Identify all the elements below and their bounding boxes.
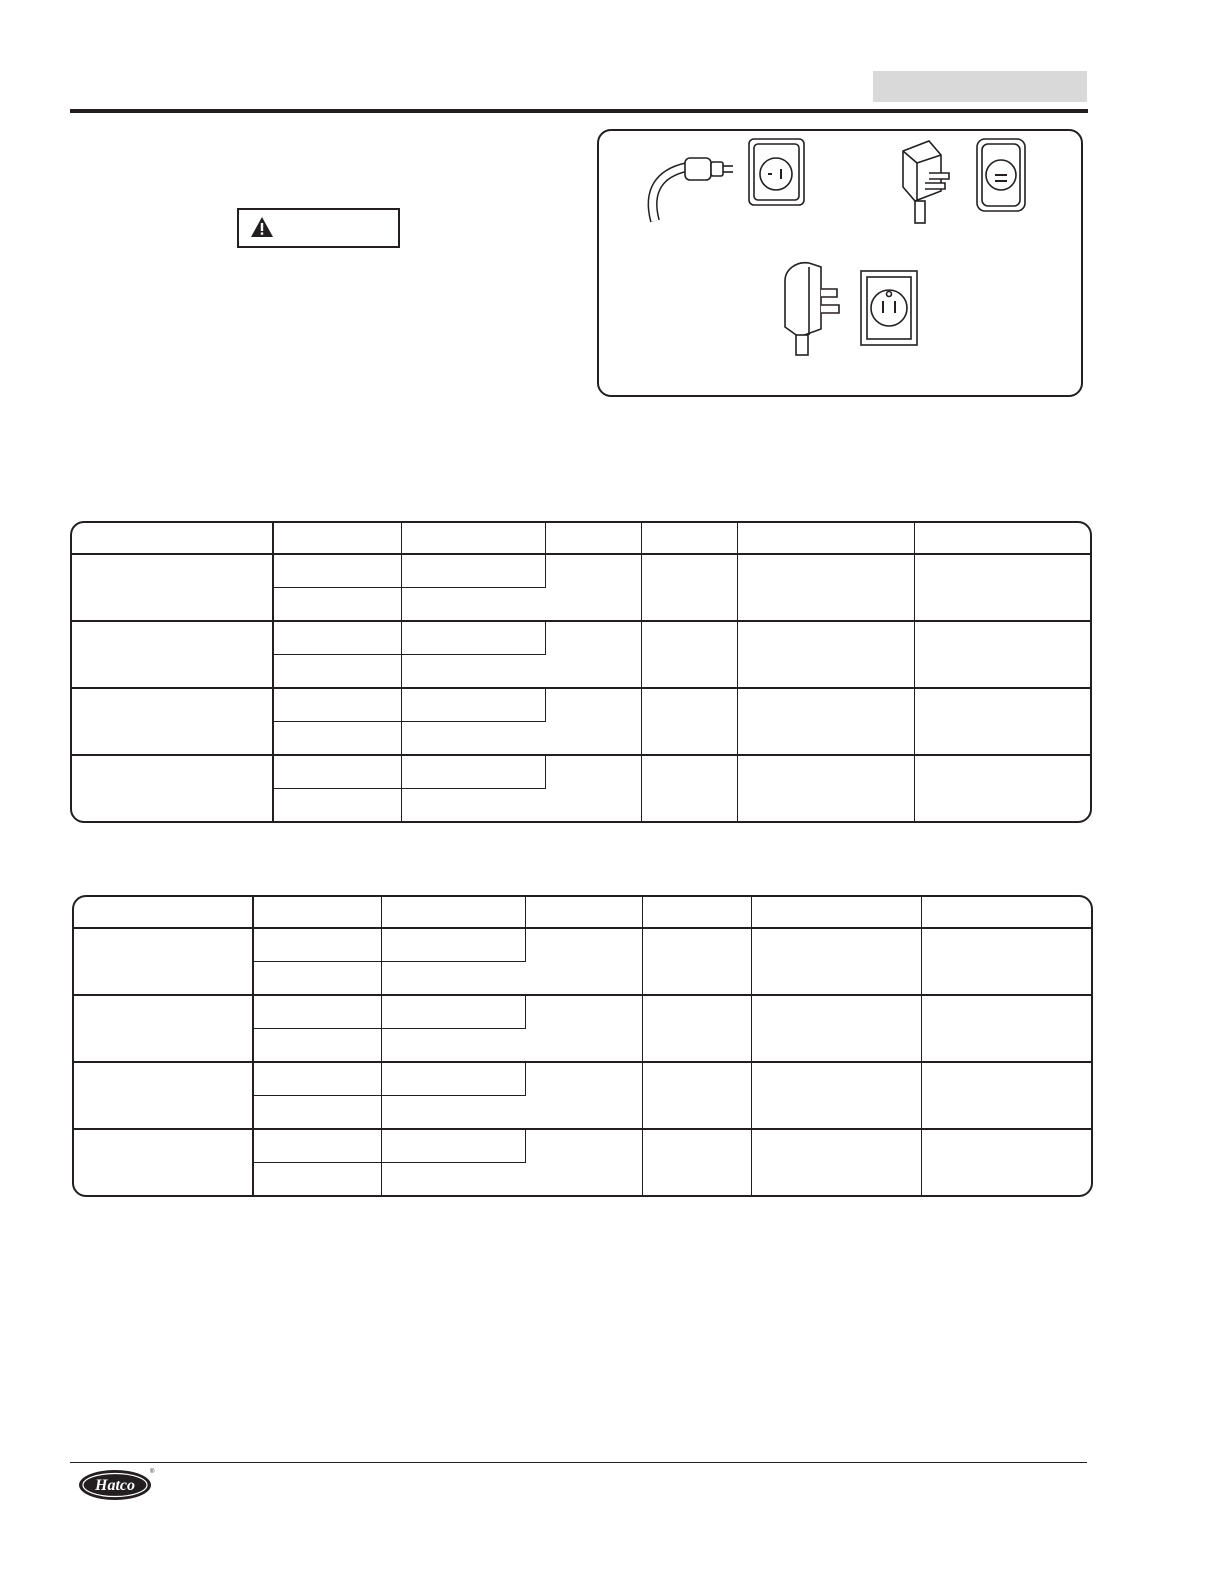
angled-plug-icon [785,263,839,355]
table-cell [402,722,546,756]
table-cell [274,722,402,756]
table-cell [922,1130,1091,1195]
table-cell [752,1063,922,1130]
table-cell [915,555,1090,622]
table-cell [642,689,738,756]
table-cell [274,689,402,722]
warning-triangle-icon [250,216,274,238]
table-cell [526,1130,643,1195]
table-cell [382,1063,526,1096]
logo-text: Hatco [95,1477,135,1494]
model-cell [72,555,274,622]
table-header-row [72,523,1090,555]
table-cell [274,555,402,588]
table-cell [643,929,752,996]
table-cell [382,1163,526,1195]
hatco-logo [78,1466,156,1507]
table-header-row [74,897,1091,929]
round-outlet-icon [749,139,804,205]
table-cell [526,996,643,1063]
table-cell [382,1029,526,1063]
table-cell [915,756,1090,821]
round-outlet-icon [977,139,1025,211]
model-cell [74,996,254,1063]
table-cell [254,1063,382,1096]
table-cell [752,996,922,1063]
nema-outlet-icon [861,271,917,345]
table-header-cell [402,523,546,555]
table-row [74,1130,1091,1163]
table-cell [546,756,642,821]
table-cell [254,929,382,962]
table-cell [752,929,922,996]
table-cell [642,756,738,821]
table-header-cell [915,523,1090,555]
table-cell [922,996,1091,1063]
table-header-cell [738,523,915,555]
table-cell [546,689,642,756]
table-cell [382,996,526,1029]
table-row [74,929,1091,962]
cord-plug-icon [653,158,733,221]
model-cell [74,1130,254,1195]
model-cell [72,756,274,821]
table-cell [643,996,752,1063]
model-cell [74,1063,254,1130]
table-cell [382,962,526,996]
table-cell [915,689,1090,756]
table-cell [546,555,642,622]
specification-table-1 [70,521,1092,823]
table-cell [254,1096,382,1130]
table-cell [274,756,402,789]
table-cell [402,789,546,821]
table-cell [642,622,738,689]
table-cell [382,929,526,962]
table-cell [526,1063,643,1130]
table-header-cell [382,897,526,929]
table-cell [402,588,546,622]
table-row [74,996,1091,1029]
plug-configuration-figure [597,129,1083,397]
right-angle-plug-icon [903,141,949,223]
table-cell [738,689,915,756]
table-cell [254,996,382,1029]
table-cell [738,756,915,821]
header-rule [70,109,1088,113]
table-row [72,689,1090,722]
table-cell [274,655,402,689]
section-tab [873,71,1087,102]
table-header-cell [642,523,738,555]
model-cell [72,622,274,689]
table-header-cell [254,897,382,929]
table-cell [738,622,915,689]
table-row [74,1063,1091,1096]
table-cell [643,1130,752,1195]
table-row [72,622,1090,655]
table-header-cell [752,897,922,929]
table-cell [915,622,1090,689]
table-row [72,756,1090,789]
table-cell [402,689,546,722]
table-cell [254,962,382,996]
table-cell [643,1063,752,1130]
warning-label [237,208,400,248]
table-cell [402,622,546,655]
table-cell [922,929,1091,996]
table-header-cell [643,897,752,929]
logo-registered-mark: ® [150,1469,155,1475]
table-cell [402,655,546,689]
table-row [72,555,1090,588]
table-header-cell [74,897,254,929]
table-cell [526,929,643,996]
table-cell [382,1096,526,1130]
table-cell [254,1029,382,1063]
table-header-cell [72,523,274,555]
footer-rule [70,1462,1087,1463]
specification-table-2 [72,895,1093,1197]
table-cell [738,555,915,622]
table-cell [274,789,402,821]
model-cell [72,689,274,756]
table-cell [254,1130,382,1163]
table-header-cell [274,523,402,555]
table-cell [752,1130,922,1195]
table-cell [546,622,642,689]
table-header-cell [526,897,643,929]
table-cell [922,1063,1091,1130]
table-cell [254,1163,382,1195]
table-header-cell [546,523,642,555]
table-cell [382,1130,526,1163]
model-cell [74,929,254,996]
table-cell [274,588,402,622]
table-header-cell [922,897,1091,929]
table-cell [274,622,402,655]
table-cell [642,555,738,622]
table-cell [402,756,546,789]
table-cell [402,555,546,588]
